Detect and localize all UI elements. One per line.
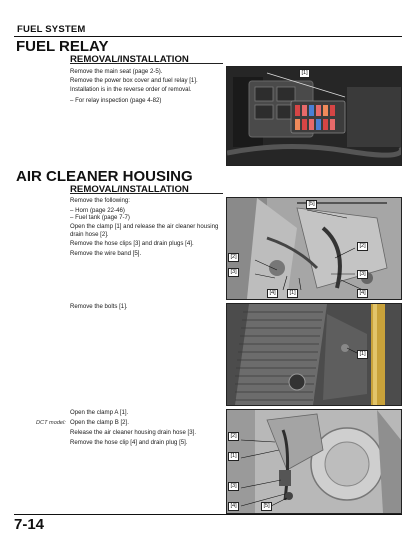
air-cleaner-subtitle: REMOVAL/INSTALLATION bbox=[70, 184, 189, 195]
fuel-relay-line-2: Remove the power box cover and fuel relay [1]. bbox=[70, 77, 198, 84]
photo1-callout-3-left: [3] bbox=[228, 268, 239, 277]
section-header: FUEL SYSTEM bbox=[17, 24, 86, 35]
photo3-callout-5: [5] bbox=[261, 502, 272, 511]
fuel-relay-callout-1: [1] bbox=[299, 69, 310, 78]
air-cleaner-title: AIR CLEANER HOUSING bbox=[16, 168, 193, 185]
fuel-relay-illustration bbox=[227, 67, 401, 165]
photo1-callout-4-left: [4] bbox=[267, 289, 278, 298]
footer-rule bbox=[14, 514, 402, 515]
air-cleaner-step1-line-4: Open the clamp [1] and release the air cleaner housing drain hose [2]. bbox=[70, 223, 219, 239]
photo1-callout-2-left: [2] bbox=[228, 253, 239, 262]
fuel-relay-photo bbox=[226, 66, 402, 166]
fuel-relay-line-1: Remove the main seat (page 2-5). bbox=[70, 68, 163, 75]
photo3-callout-4: [4] bbox=[228, 502, 239, 511]
air-cleaner-step3-line-3: Release the air cleaner housing drain hose [3]. bbox=[70, 429, 197, 436]
photo3-callout-2: [2] bbox=[228, 432, 239, 441]
photo1-callout-4-right: [4] bbox=[357, 289, 368, 298]
air-cleaner-step3-line-4: Remove the hose clip [4] and drain plug [5]. bbox=[70, 439, 188, 446]
dct-model-note: DCT model: bbox=[36, 420, 66, 426]
air-cleaner-step1-line-3: – Fuel tank (page 7-7) bbox=[70, 214, 130, 221]
air-cleaner-step1-line-2: – Horn (page 22-46) bbox=[70, 207, 125, 214]
photo1-callout-5: [5] bbox=[306, 200, 317, 209]
fuel-relay-line-4: – For relay inspection (page 4-82) bbox=[70, 97, 162, 104]
subtitle-rule bbox=[70, 63, 223, 64]
photo3-callout-3: [3] bbox=[228, 482, 239, 491]
air-cleaner-step3-line-2: Open the clamp B [2]. bbox=[70, 419, 129, 426]
air-cleaner-step1-line-6: Remove the wire band [5]. bbox=[70, 250, 142, 257]
page-number: 7-14 bbox=[14, 516, 45, 533]
header-rule bbox=[14, 36, 402, 37]
fuel-relay-line-3: Installation is in the reverse order of removal. bbox=[70, 86, 192, 93]
radiator-illustration bbox=[227, 304, 401, 405]
air-cleaner-step3-line-1: Open the clamp A [1]. bbox=[70, 409, 129, 416]
photo3-callout-1: [1] bbox=[228, 452, 239, 461]
photo1-callout-3-right: [3] bbox=[357, 270, 368, 279]
photo1-callout-1: [1] bbox=[287, 289, 298, 298]
fuel-relay-subtitle: REMOVAL/INSTALLATION bbox=[70, 54, 189, 65]
photo1-callout-2-right: [2] bbox=[357, 242, 368, 251]
air-cleaner-step1-line-5: Remove the hose clips [3] and drain plugs [4]. bbox=[70, 240, 194, 247]
fuel-relay-title: FUEL RELAY bbox=[16, 38, 109, 55]
air-cleaner-step1-line-1: Remove the following: bbox=[70, 197, 130, 204]
air-cleaner-photo-2 bbox=[226, 303, 402, 406]
photo2-callout-1: [1] bbox=[357, 350, 368, 359]
dct-engine-illustration bbox=[227, 410, 401, 513]
air-cleaner-photo-1 bbox=[226, 197, 402, 300]
subtitle-rule bbox=[70, 193, 223, 194]
air-cleaner-step2-line-1: Remove the bolts [1]. bbox=[70, 303, 128, 310]
air-cleaner-photo-3 bbox=[226, 409, 402, 514]
engine-bay-illustration bbox=[227, 198, 401, 299]
